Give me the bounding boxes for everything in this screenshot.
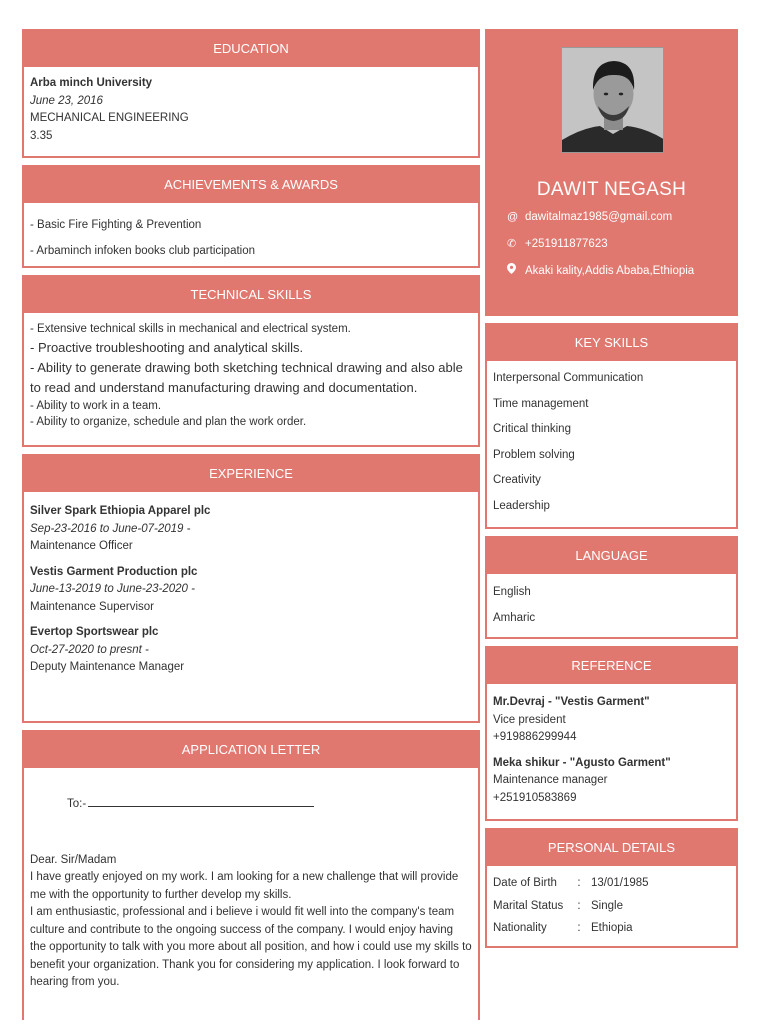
phone-icon: ✆ (507, 238, 517, 250)
job-company: Silver Spark Ethiopia Apparel plc (30, 505, 211, 517)
experience-body (24, 492, 478, 693)
to-underline (88, 806, 314, 807)
key-skill-item: Creativity (493, 474, 541, 487)
key-skill-item: Leadership (493, 499, 550, 512)
application-letter-body (24, 796, 478, 1000)
key-skill-item: Interpersonal Communication (493, 372, 644, 384)
job-dates: June-13-2019 to June-23-2020 - (30, 583, 195, 595)
personal-detail-separator: : (577, 899, 581, 912)
application-letter-heading: APPLICATION LETTER (24, 732, 478, 768)
personal-detail-row (493, 872, 730, 895)
personal-detail-row (493, 895, 730, 918)
personal-detail-row (493, 917, 730, 940)
at-icon: @ (507, 211, 519, 223)
technical-skill-item: - Ability to work in a team. (30, 399, 162, 412)
to-line (67, 796, 472, 814)
reference-name: Meka shikur - "Agusto Garment" (493, 756, 671, 769)
language-heading: LANGUAGE (487, 538, 736, 574)
letter-paragraph: I have greatly enjoyed on my work. I am looking for a new challenge that will provide me with the opportunity to further develop my skills. (30, 871, 459, 901)
job-entry (30, 564, 472, 617)
email-text: dawitalmaz1985@gmail.com (525, 211, 673, 223)
profile-photo-image (562, 48, 664, 153)
location-pin-icon (507, 263, 525, 277)
language-body (487, 574, 736, 639)
reference-heading: REFERENCE (487, 648, 736, 684)
reference-position: Maintenance manager (493, 774, 608, 786)
contact-email (507, 211, 672, 223)
key-skill-item: Critical thinking (493, 423, 571, 436)
technical-skills-body (24, 313, 478, 439)
education-body (24, 67, 478, 153)
reference-phone: +919886299944 (493, 731, 577, 743)
job-role: Deputy Maintenance Manager (30, 661, 185, 673)
personal-detail-key: Date of Birth (493, 877, 557, 889)
job-dates: Sep-23-2016 to June-07-2019 - (30, 522, 191, 535)
technical-skill-item: - Ability to organize, schedule and plan the work order. (30, 416, 307, 428)
personal-detail-value: Ethiopia (591, 922, 633, 934)
job-company: Evertop Sportswear plc (30, 626, 159, 638)
key-skills-body (487, 361, 736, 528)
achievement-item: - Arbaminch infoken books club participation (30, 245, 256, 257)
technical-skill-item: - Proactive troubleshooting and analytical skills. (30, 339, 304, 355)
language-item: Amharic (493, 611, 536, 624)
key-skill-item: Time management (493, 397, 589, 410)
personal-detail-separator: : (577, 877, 581, 889)
personal-detail-key: Nationality (493, 922, 547, 934)
reference-name: Mr.Devraj - "Vestis Garment" (493, 696, 650, 708)
reference-phone: +251910583869 (493, 791, 577, 804)
reference-body (487, 684, 736, 823)
achievements-heading: ACHIEVEMENTS & AWARDS (24, 167, 478, 203)
personal-details-heading: PERSONAL DETAILS (487, 830, 736, 866)
contact-phone (507, 237, 608, 250)
education-section (22, 29, 480, 158)
personal-detail-key: Marital Status (493, 899, 564, 912)
language-section (485, 536, 738, 639)
key-skill-item: Problem solving (493, 448, 575, 461)
address-text: Akaki kality,Addis Ababa,Ethiopia (525, 265, 695, 277)
achievements-section (22, 165, 480, 268)
technical-skill-item: - Ability to generate drawing both sketching technical drawing and also able to read and understand manufacturing drawing and documentation. (30, 359, 463, 395)
education-school: Arba minch University (30, 77, 153, 89)
to-label: To:- (67, 798, 87, 810)
experience-heading: EXPERIENCE (24, 456, 478, 492)
technical-skills-heading: TECHNICAL SKILLS (24, 277, 478, 313)
reference-entry (493, 694, 730, 747)
letter-paragraph: I am enthusiastic, professional and i believe i would fit well into the company's team culture and contribute to the ongoing success of the company. I would enjoy having the opportunity to talk with you more about all position, and how i could use my skills to benefit your organization. Thank you for considering my application. I look forward to hearing from you. (30, 906, 472, 988)
experience-section (22, 454, 480, 723)
personal-detail-separator: : (577, 922, 581, 934)
profile-card (485, 29, 738, 316)
job-entry (30, 503, 472, 556)
profile-photo (561, 47, 664, 153)
profile-name: DAWIT NEGASH (536, 179, 687, 200)
personal-detail-value: 13/01/1985 (591, 877, 649, 889)
job-role: Maintenance Supervisor (30, 600, 155, 613)
education-heading: EDUCATION (24, 31, 478, 67)
job-entry (30, 624, 472, 677)
education-date: June 23, 2016 (30, 94, 103, 107)
job-company: Vestis Garment Production plc (30, 565, 198, 578)
letter-text (30, 852, 472, 992)
reference-position: Vice president (493, 713, 566, 726)
education-field: MECHANICAL ENGINEERING (30, 112, 189, 124)
reference-section (485, 646, 738, 821)
language-item: English (493, 586, 531, 598)
right-column (485, 29, 738, 955)
technical-skills-section (22, 275, 480, 447)
phone-text: +251911877623 (525, 238, 608, 250)
personal-details-body (487, 866, 736, 948)
education-gpa: 3.35 (30, 129, 53, 142)
contact-address (507, 263, 694, 277)
job-role: Maintenance Officer (30, 540, 133, 552)
key-skills-heading: KEY SKILLS (487, 325, 736, 361)
application-letter-section (22, 730, 480, 1020)
achievement-item: - Basic Fire Fighting & Prevention (30, 219, 202, 231)
achievements-body (24, 203, 478, 272)
letter-greeting: Dear. Sir/Madam (30, 853, 117, 866)
personal-details-section (485, 828, 738, 948)
left-column (22, 29, 480, 1020)
technical-skill-item: - Extensive technical skills in mechanical and electrical system. (30, 323, 351, 335)
personal-detail-value: Single (591, 899, 623, 912)
job-dates: Oct-27-2020 to presnt - (30, 643, 149, 656)
reference-entry (493, 755, 730, 808)
key-skills-section (485, 323, 738, 529)
